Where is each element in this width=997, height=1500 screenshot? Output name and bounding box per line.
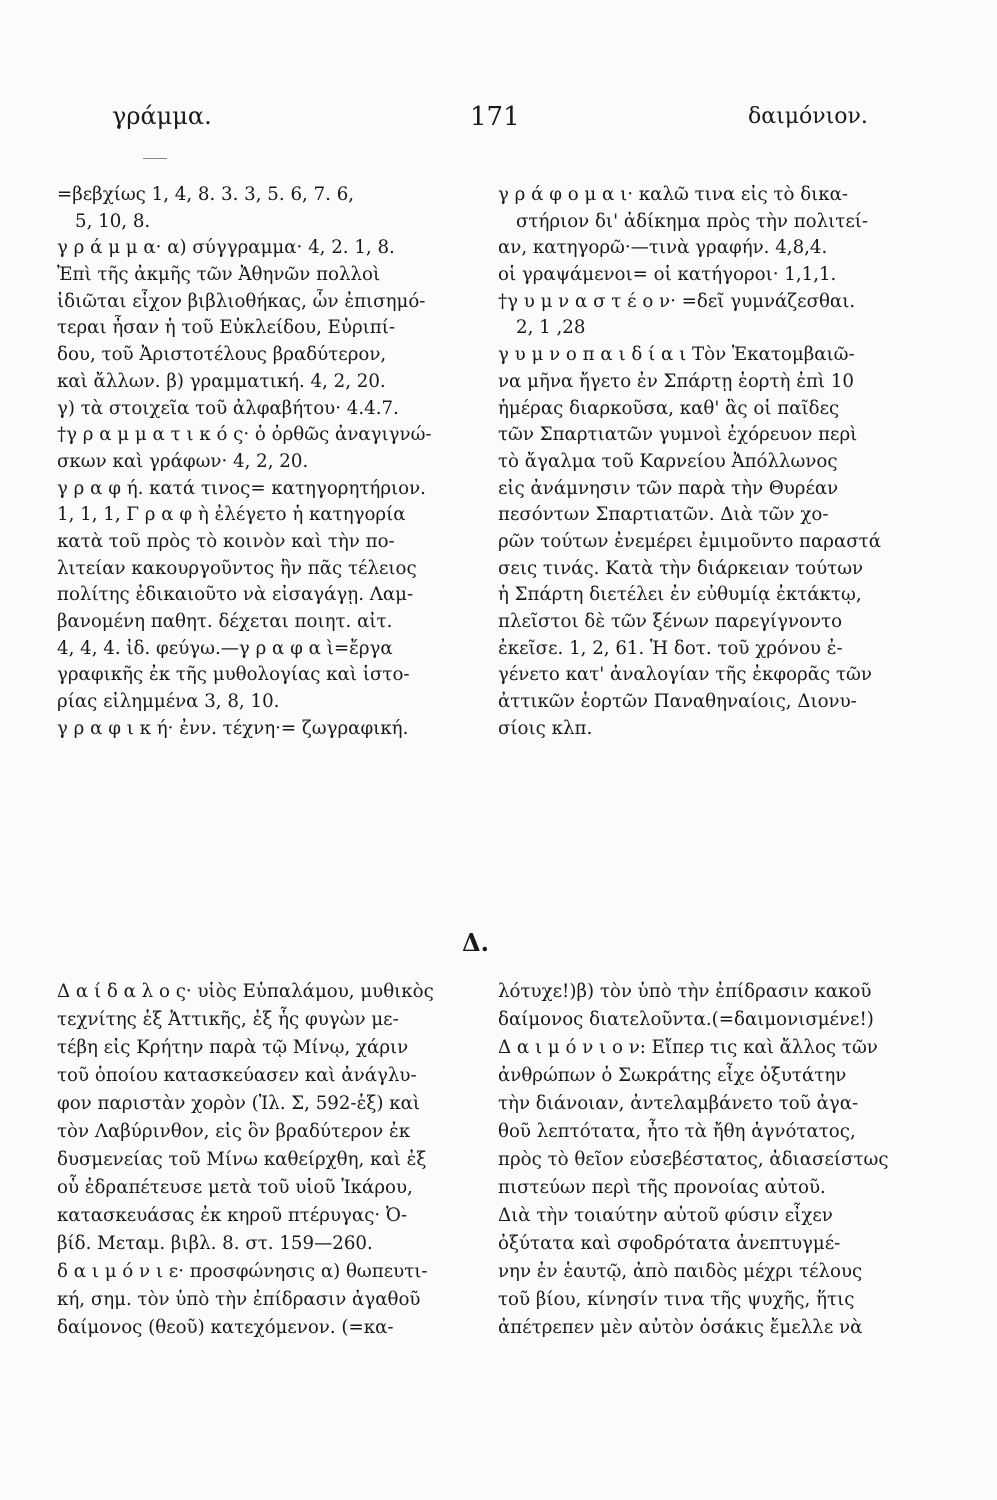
- text-line: ἡ Σπάρτη διετέλει ἐν εὐθυμίᾳ ἐκτάκτῳ,: [498, 584, 862, 606]
- text-line: ἰδιῶται εἶχον βιβλιοθήκας, ὧν ἐπισημό-: [57, 290, 426, 312]
- text-line: στήριον δι' ἀδίκημα πρὸς τὴν πολιτεί-: [516, 210, 869, 232]
- text-line: γ υ μ ν ο π α ι δ ί α ι Τὸν Ἑκατομβαιῶ-: [498, 344, 855, 366]
- text-line: γ ρ ά φ ο μ α ι· καλῶ τινα εἰς τὸ δικα-: [498, 184, 849, 205]
- section-letter-heading: Δ.: [462, 928, 489, 957]
- text-line: σίοις κλπ.: [498, 717, 593, 739]
- text-line: ἡμέρας διαρκοῦσα, καθ' ἃς οἱ παῖδες: [498, 397, 840, 419]
- bottom-left-column: [57, 978, 489, 1342]
- text-line: γένετο κατ' ἀναλογίαν τῆς ἐκφορᾶς τῶν: [498, 664, 872, 686]
- text-line: κατὰ τοῦ πρὸς τὸ κοινὸν καὶ τὴν πο-: [57, 530, 395, 552]
- text-line: δαίμονος (θεοῦ) κατεχόμενον. (=κα-: [57, 1317, 394, 1338]
- text-line: γ ρ α φ ι κ ή· ἐνν. τέχνη·= ζωγραφική.: [57, 717, 409, 739]
- text-line: εἰς ἀνάμνησιν τῶν παρὰ τὴν Θυρέαν: [498, 477, 839, 499]
- top-right-column: [498, 182, 938, 742]
- text-line: νην ἐν ἑαυτῷ, ἀπὸ παιδὸς μέχρι τέλους: [498, 1261, 863, 1282]
- text-line: τέβη εἰς Κρήτην παρὰ τῷ Μίνῳ, χάριν: [57, 1037, 409, 1058]
- text-line: τῶν Σπαρτιατῶν γυμνοὶ ἐχόρευον περὶ: [498, 424, 858, 446]
- text-line: δαίμονος διατελοῦντα.(=δαιμονισμένε!): [498, 1009, 874, 1030]
- text-line: βίδ. Μεταμ. βιβλ. 8. στ. 159—260.: [57, 1233, 373, 1254]
- text-line: πλεῖστοι δὲ τῶν ξένων παρεγίγνοντο: [498, 611, 843, 632]
- text-line: θοῦ λεπτότατα, ἦτο τὰ ἤθη ἁγνότατος,: [498, 1121, 856, 1142]
- text-line: τοῦ ὁποίου κατασκεύασεν καὶ ἀνάγλυ-: [57, 1065, 417, 1086]
- header-right-guide-word: δαιμόνιον.: [748, 104, 868, 129]
- page-header: [0, 102, 997, 142]
- text-line: ρίας εἰλημμένα 3, 8, 10.: [57, 691, 280, 713]
- text-line: δυσμενείας τοῦ Μίνω καθείρχθη, καὶ ἐξ: [57, 1149, 427, 1170]
- text-line: ἀττικῶν ἑορτῶν Παναθηναίοις, Διονυ-: [498, 691, 857, 713]
- header-left-guide-word: γράμμα.: [112, 102, 212, 130]
- text-line: βανομένη παθητ. δέχεται ποιητ. αἰτ.: [57, 611, 393, 632]
- text-line: ἀπέτρεπεν μὲν αὐτὸν ὁσάκις ἔμελλε νὰ: [498, 1317, 863, 1338]
- text-line: Διὰ τὴν τοιαύτην αὐτοῦ φύσιν εἶχεν: [498, 1205, 833, 1226]
- text-line: 2, 1 ,28: [516, 317, 586, 339]
- text-line: τεχνίτης ἐξ Ἀττικῆς, ἐξ ἧς φυγὼν με-: [57, 1009, 399, 1030]
- text-line: να μῆνα ἤγετο ἐν Σπάρτῃ ἑορτὴ ἐπὶ 10: [498, 370, 854, 392]
- text-line: λιτείαν κακουργοῦντος ἣν πᾶς τέλειος: [57, 557, 417, 579]
- text-line: τοῦ βίου, κίνησίν τινα τῆς ψυχῆς, ἥτις: [498, 1289, 855, 1310]
- text-line: ἀνθρώπων ὁ Σωκράτης εἶχε ὀξυτάτην: [498, 1065, 847, 1086]
- text-line: =βεβχίως 1, 4, 8. 3. 3, 5. 6, 7. 6,: [57, 184, 355, 205]
- text-line: δ α ι μ ό ν ι ε· προσφώνησις α) θωπευτι-: [57, 1261, 428, 1282]
- text-line: Δ α ι μ ό ν ι ο ν: Εἴπερ τις καὶ ἄλλος τῶν: [498, 1037, 878, 1058]
- text-line: 1, 1, 1, Γ ρ α φ ὴ ἐλέγετο ἡ κατηγορία: [57, 504, 406, 526]
- text-line: γραφικῆς ἐκ τῆς μυθολογίας καὶ ἱστο-: [57, 664, 410, 686]
- text-line: κή, σημ. τὸν ὑπὸ τὴν ἐπίδρασιν ἀγαθοῦ: [57, 1289, 421, 1310]
- text-line: †γ υ μ ν α σ τ έ ο ν· =δεῖ γυμνάζεσθαι.: [498, 290, 856, 312]
- top-left-column: [57, 182, 489, 742]
- text-line: ὀξύτατα καὶ σφοδρότατα ἀνεπτυγμέ-: [498, 1233, 841, 1254]
- text-line: κατασκευάσας ἐκ κηροῦ πτέρυγας· Ὀ-: [57, 1205, 407, 1226]
- text-line: Ἐπὶ τῆς ἀκμῆς τῶν Ἀθηνῶν πολλοὶ: [57, 264, 381, 286]
- text-line: τὸν Λαβύρινθον, εἰς ὃν βραδύτερον ἐκ: [57, 1121, 411, 1142]
- text-line: καὶ ἄλλων. β) γραμματική. 4, 2, 20.: [57, 370, 386, 392]
- text-line: οὗ ἐδραπέτευσε μετὰ τοῦ υἱοῦ Ἰκάρου,: [57, 1177, 413, 1198]
- text-line: ρῶν τούτων ἐνεμέρει ἐμιμοῦντο παραστά: [498, 530, 882, 552]
- text-line: γ) τὰ στοιχεῖα τοῦ ἀλφαβήτου· 4.4.7.: [57, 397, 399, 419]
- text-line: δου, τοῦ Ἀριστοτέλους βραδύτερον,: [57, 344, 387, 366]
- text-line: πεσόντων Σπαρτιατῶν. Διὰ τῶν χο-: [498, 504, 829, 526]
- text-line: πολίτης ἐδικαιοῦτο νὰ εἰσαγάγῃ. Λαμ-: [57, 584, 414, 606]
- text-line: ἐκεῖσε. 1, 2, 61. Ἡ δοτ. τοῦ χρόνου ἐ-: [498, 637, 843, 659]
- text-line: αν, κατηγορῶ·—τινὰ γραφήν. 4,8,4.: [498, 237, 828, 259]
- text-line: φον παριστὰν χορὸν (Ἰλ. Σ, 592-ἑξ) καὶ: [57, 1093, 421, 1114]
- text-line: 4, 4, 4. ἰδ. φεύγω.—γ ρ α φ α ὶ=ἔργα: [57, 637, 393, 659]
- page-number: 171: [470, 102, 520, 132]
- text-line: οἱ γραψάμενοι= οἱ κατήγοροι· 1,1,1.: [498, 264, 837, 286]
- text-line: λότυχε!)β) τὸν ὑπὸ τὴν ἐπίδρασιν κακοῦ: [498, 981, 872, 1002]
- text-line: γ ρ ά μ μ α· α) σύγγραμμα· 4, 2. 1, 8.: [57, 237, 395, 259]
- text-line: σεις τινάς. Κατὰ τὴν διάρκειαν τούτων: [498, 557, 864, 579]
- bottom-right-column: [498, 978, 938, 1342]
- continuation-dash: [143, 158, 167, 159]
- text-line: τὴν διάνοιαν, ἀντελαμβάνετο τοῦ ἀγα-: [498, 1093, 859, 1114]
- text-line: Δ α ί δ α λ ο ς· υἱὸς Εὐπαλάμου, μυθικὸς: [57, 981, 434, 1002]
- text-line: πρὸς τὸ θεῖον εὐσεβέστατος, ἀδιασείστως: [498, 1149, 889, 1170]
- text-line: πιστεύων περὶ τῆς προνοίας αὐτοῦ.: [498, 1177, 826, 1198]
- text-line: σκων καὶ γράφων· 4, 2, 20.: [57, 450, 309, 472]
- text-line: γ ρ α φ ή. κατά τινος= κατηγορητήριον.: [57, 477, 426, 499]
- text-line: τεραι ἦσαν ἡ τοῦ Εὐκλείδου, Εὐριπί-: [57, 317, 396, 339]
- text-line: †γ ρ α μ μ α τ ι κ ό ς· ὁ ὀρθῶς ἀναγιγνώ-: [57, 424, 432, 446]
- text-line: 5, 10, 8.: [75, 210, 151, 232]
- text-line: τὸ ἄγαλμα τοῦ Καρνείου Ἀπόλλωνος: [498, 450, 838, 472]
